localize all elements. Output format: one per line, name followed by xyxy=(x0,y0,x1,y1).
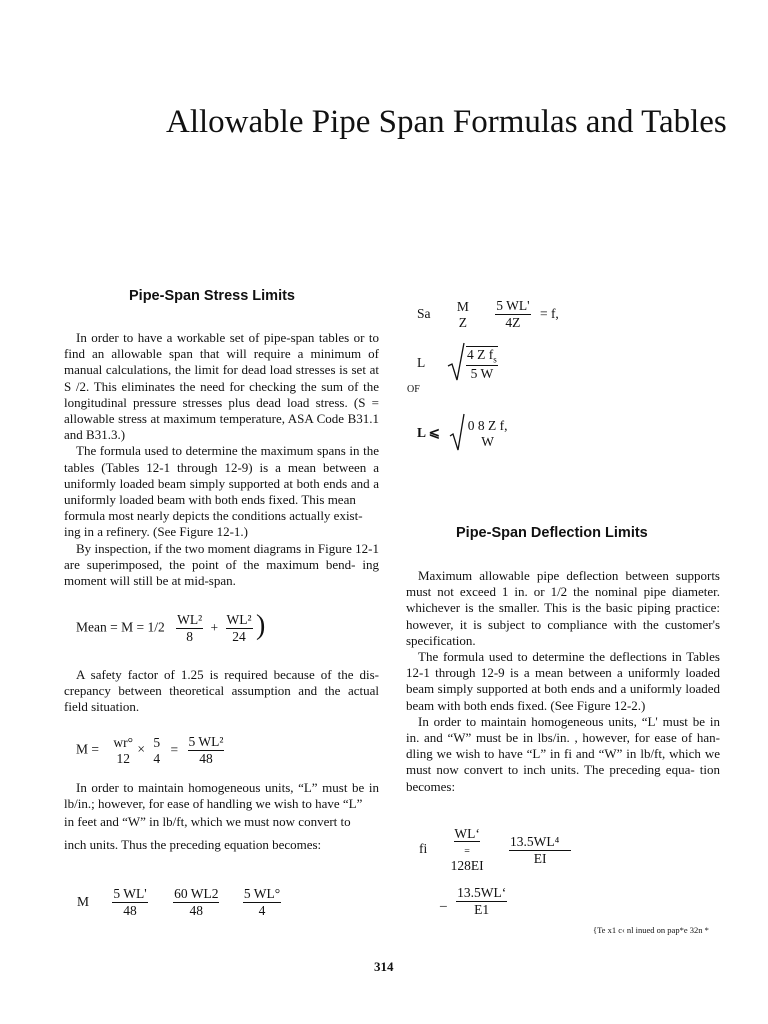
eq1-paren: ) xyxy=(255,609,266,641)
stress-limits-heading: Pipe-Span Stress Limits xyxy=(129,288,295,304)
eq5-sub: s xyxy=(493,354,497,365)
eq3-lhs: M xyxy=(77,893,90,909)
left-text-block-3 xyxy=(64,780,379,853)
eq4-lhs: Sa xyxy=(417,305,431,321)
equation-mean-moment xyxy=(76,609,266,645)
equation-deflection xyxy=(419,826,571,874)
eq8-dash: _ xyxy=(440,892,447,908)
eq7-den1: 128EI xyxy=(450,858,484,873)
continued-note: {Te x1 c‹ nl inued on pap*e 32n * xyxy=(593,925,709,935)
square-root-icon xyxy=(447,342,465,386)
eq7-den2: EI xyxy=(533,850,547,866)
eq4-rhs: = f, xyxy=(539,305,559,321)
eq3-num2: 60 WL2 xyxy=(174,886,219,901)
eq6-lhs: L ⩽ xyxy=(417,425,440,441)
eq1-lhs: Mean = M = 1/2 xyxy=(76,619,165,635)
square-root-icon-2 xyxy=(449,412,465,456)
eq3-den1: 48 xyxy=(123,903,137,918)
eq5-num: 4 Z f xyxy=(467,347,494,363)
right-paragraph-3: In order to maintain homogeneous units, “L' must be in in. and “W” must be in lbs/in. , however, for ease of han- dling we wish to have “L” in fi and “W” in lb/ft, which we must now convert to inch units. The preceding equa- tion becomes: xyxy=(406,713,720,794)
eq2-times: × xyxy=(137,741,146,757)
left-paragraph-2: The formula used to determine the maximum spans in the tables (Tables 12-1 through 12-9) is a mean between a uniformly loaded beam simply supported at both ends and a uniformly loaded beam with both ends fixed. This mean xyxy=(64,443,379,508)
eq5-lhs: L xyxy=(417,355,426,371)
eq2-num2: 5 xyxy=(153,734,161,750)
left-paragraph-2b: formula most nearly depicts the conditions actually exist- ing in a refinery. (See Figure 12-1.) xyxy=(64,508,363,540)
equation-allowable-stress xyxy=(417,298,559,331)
eq1-den1: 8 xyxy=(186,629,193,644)
equation-moment-inch-units xyxy=(77,886,281,919)
eq6-den: W xyxy=(481,434,494,449)
equation-safety-factor xyxy=(76,734,224,767)
eq2-den2: 4 xyxy=(153,750,161,766)
equation-deflection-result xyxy=(440,885,507,918)
eq2-den1: 12 xyxy=(116,750,130,766)
page-number: 314 xyxy=(374,959,394,974)
right-paragraph-1: Maximum allowable pipe deflection between supports must not exceed 1 in. or 1/2 the nominal pipe diameter. whichever is the smaller. This is the basic piping practice: however, it is subject to compliance with the customer's specification. xyxy=(406,568,720,648)
eq4-den1: Z xyxy=(458,314,467,330)
eq7-lhs: fi xyxy=(419,841,428,857)
eq3-den3: 4 xyxy=(258,903,266,918)
eq5-den: 5 W xyxy=(470,365,494,381)
eq1-num2: WL² xyxy=(226,612,252,627)
eq1-plus: + xyxy=(210,619,219,635)
eq6-num: 0 8 Z f, xyxy=(467,418,508,433)
eq7-num1: WL‘ xyxy=(454,826,480,841)
eq2-lhs: M = xyxy=(76,741,99,757)
or-label: OF xyxy=(407,384,420,395)
eq8-den1: E1 xyxy=(474,902,490,917)
eq3-num3: 5 WL° xyxy=(243,886,281,901)
page-title: Allowable Pipe Span Formulas and Tables xyxy=(166,104,727,140)
eq7-num2: 13.5WL⁴ xyxy=(509,834,571,851)
left-paragraph-6: in feet and “W” in lb/ft, which we must now convert to xyxy=(64,814,351,830)
eq2-num3: 5 WL² xyxy=(188,734,224,749)
left-paragraph-7: inch units. Thus the preceding equation becomes: xyxy=(64,836,322,852)
left-paragraph-3: By inspection, if the two moment diagrams in Figure 12-1 are superimposed, the point of the maximum bend- ing moment will still be at mid-span. xyxy=(64,540,379,589)
eq4-den2: 4Z xyxy=(505,315,521,330)
equation-span-length xyxy=(417,342,498,386)
left-paragraph-4: A safety factor of 1.25 is required because of the dis- crepancy between theoretical assumption and the actual field situation. xyxy=(64,667,379,715)
deflection-limits-heading: Pipe-Span Deflection Limits xyxy=(456,525,648,541)
eq4-num2: 5 WL' xyxy=(496,298,530,313)
left-text-block-2 xyxy=(64,667,379,716)
equation-span-limit xyxy=(417,412,508,456)
eq2-den3: 48 xyxy=(199,751,213,766)
left-paragraph-1: In order to have a workable set of pipe-span tables or to find an allowable span that will require a minimum of manual calculations, the limit for dead load stresses is set at S /2. This eliminates the need for checking the sum of the longitudinal pressure stresses plus dead load stress. (S = allowable stress at maximum temperature, ASA Code B31.1 and B31.3.) xyxy=(64,330,379,443)
eq4-num1: M xyxy=(456,298,469,314)
eq8-num1: 13.5WL‘ xyxy=(457,885,507,900)
right-text-block xyxy=(406,568,720,795)
eq7-equals: = xyxy=(464,846,470,857)
eq2-num1: wr° xyxy=(113,734,134,750)
eq1-num1: WL² xyxy=(177,612,203,627)
eq1-den2: 24 xyxy=(232,629,246,644)
eq3-den2: 48 xyxy=(189,903,204,918)
right-paragraph-2: The formula used to determine the deflections in Tables 12-1 through 12-9 is a mean between a uniformly loaded beam simply supported at both ends and a uniformly loaded beam with both ends fixed. (See Figure 12-2.) xyxy=(406,649,720,713)
eq2-equals: = xyxy=(170,741,179,757)
left-text-block-1 xyxy=(64,330,379,589)
left-paragraph-5: In order to maintain homogeneous units, “L” must be in lb/in.; however, for ease of handling we wish to have “L” xyxy=(64,780,379,812)
eq3-num1: 5 WL' xyxy=(113,886,147,901)
